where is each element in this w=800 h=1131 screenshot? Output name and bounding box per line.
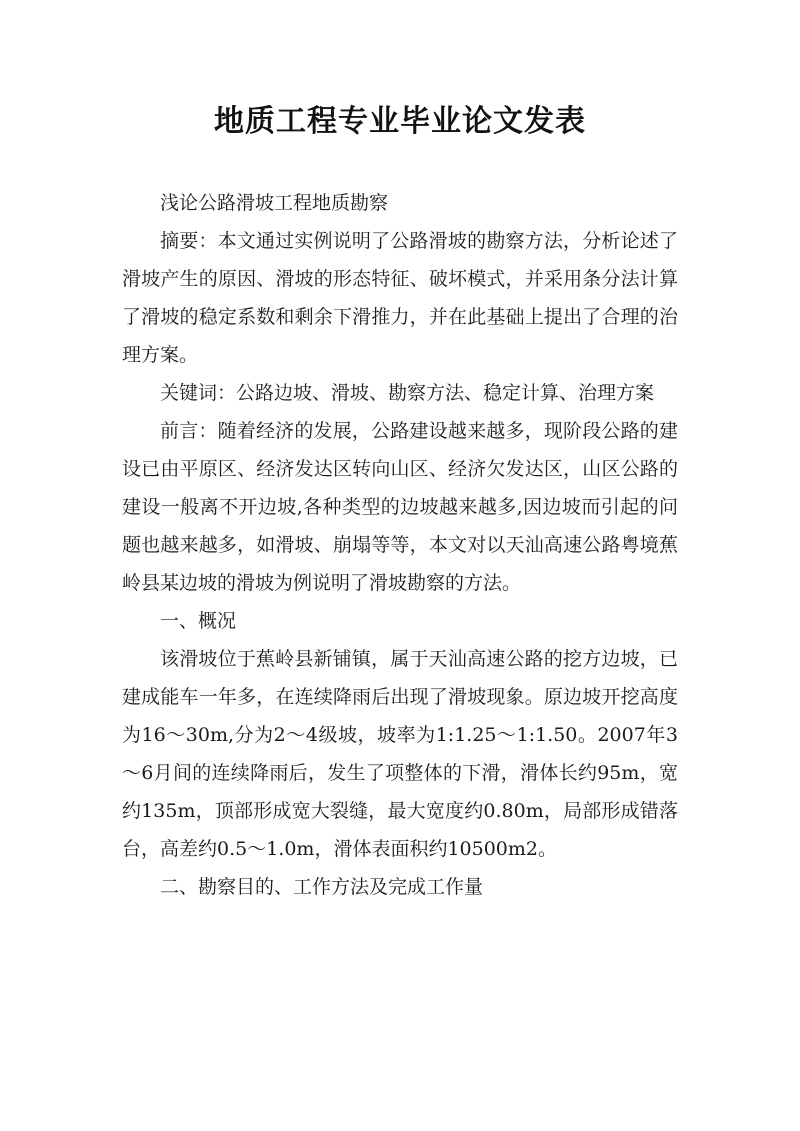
keywords-paragraph: 关键词：公路边坡、滑坡、勘察方法、稳定计算、治理方案 — [160, 382, 655, 404]
abstract-paragraph: 摘要：本文通过实例说明了公路滑坡的勘察方法，分析论述了滑坡产生的原因、滑坡的形态特征、破坏模式，并采用条分法计算了滑坡的稳定系数和剩余下滑推力，并在此基础上提出了合理的治理方案。 — [122, 230, 678, 366]
section-heading-overview: 一、概况 — [160, 610, 237, 632]
section-heading-survey: 二、勘察目的、工作方法及完成工作量 — [160, 876, 484, 898]
preface-paragraph: 前言：随着经济的发展，公路建设越来越多，现阶段公路的建设已由平原区、经济发达区转向山区、经济欠发达区，山区公路的建设一般离不开边坡,各种类型的边坡越来越多,因边坡而引起的问题也越来越多，如滑坡、崩塌等等，本文对以天汕高速公路粤境蕉岭县某边坡的滑坡为例说明了滑坡勘察的方法。 — [122, 420, 678, 594]
overview-paragraph: 该滑坡位于蕉岭县新铺镇，属于天汕高速公路的挖方边坡，已建成能车一年多，在连续降雨后出现了滑坡现象。原边坡开挖高度为16～30m,分为2～4级坡，坡率为1:1.25～1:1.50。2007年3～6月间的连续降雨后，发生了项整体的下滑，滑体长约95m，宽约135m，顶部形成宽大裂缝，最大宽度约0.80m，局部形成错落台，高差约0.5～1.0m，滑体表面积约10500m2。 — [122, 648, 678, 860]
document-body — [122, 184, 678, 906]
paper-subtitle: 浅论公路滑坡工程地质勘察 — [160, 192, 389, 214]
document-title: 地质工程专业毕业论文发表 — [214, 104, 586, 139]
